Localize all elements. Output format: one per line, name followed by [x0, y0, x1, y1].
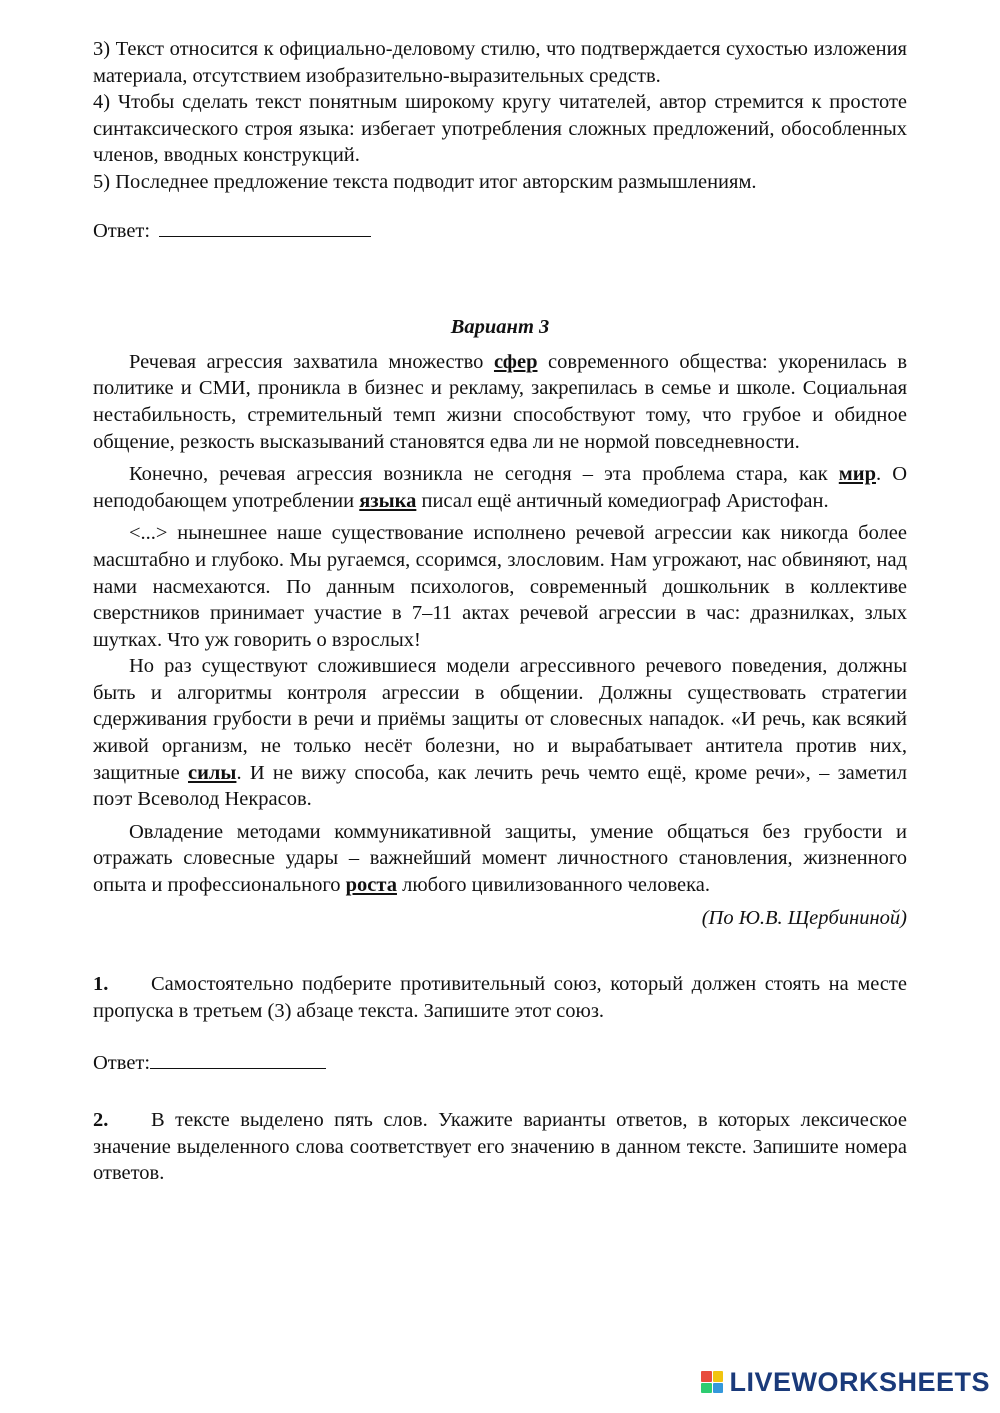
answer-blank[interactable]: [150, 1050, 326, 1069]
text-source: (По Ю.В. Щербининой): [701, 906, 907, 929]
logo-icon: [701, 1371, 723, 1393]
highlighted-word: языка: [359, 489, 417, 512]
text-paragraph-2: Конечно, речевая агрессия возникла не сегодня – эта проблема стара, как мир. О неподобающем употреблении языка писал ещё античный комедиограф Аристофан.: [93, 463, 907, 512]
answer-line-1: [93, 218, 907, 245]
text-paragraph-3: <...> нынешнее наше существование исполнено речевой агрессии как никогда более масштабно и глубоко. Мы ругаемся, ссоримся, злословим. Нам угрожают, нас обвиняют, над нами насмехаются. По данным психологов, современный дошкольник в коллективе сверстников принимает участие в 7–11 актах речевой агрессии в час: дразнилках, злых шутках. Что уж говорить о взрослых!: [93, 522, 907, 651]
text-paragraph-1: Речевая агрессия захватила множество сфер современного общества: укоренилась в политике и СМИ, проникла в бизнес и рекламу, закрепилась в семье и школе. Социальная нестабильность, стремительный темп жизни способствуют тому, что грубое и обидное общение, резкость высказываний становятся едва ли не нормой повседневности.: [93, 350, 907, 453]
highlighted-word: мир: [838, 463, 876, 486]
highlighted-word: сфер: [493, 350, 538, 373]
text-paragraph-5: Овладение методами коммуникативной защиты, умение общаться без грубости и отражать словесные удары – важнейший момент личностного становления, жизненного опыта и профессионального роста любого цивилизованного человека.: [93, 820, 907, 897]
text-paragraph-4: Но раз существуют сложившиеся модели агрессивного речевого поведения, должны быть и алгоритмы контроля агрессии в общении. Должны существовать стратегии сдерживания грубости в речи и приёмы защиты от словесных нападок. «И речь, как всякий живой организм, не только несёт болезни, но и вырабатывает антитела против них, защитные силы. И не вижу способа, как лечить речь чемто ещё, кроме речи», – заметил поэт Всеволод Некрасов.: [93, 655, 907, 811]
question-number: 1.: [93, 973, 109, 996]
logo-square: [701, 1371, 712, 1382]
answer-line-2: [93, 1050, 907, 1077]
worksheet-page: [93, 36, 907, 1187]
answer-label: Ответ:: [93, 219, 151, 242]
logo-square: [713, 1383, 724, 1394]
logo-square: [701, 1383, 712, 1394]
question-1: 1. Самостоятельно подберите противительный союз, который должен стоять на месте пропуска в третьем (3) абзаце текста. Запишите этот союз.: [93, 973, 907, 1022]
highlighted-word: силы: [188, 761, 237, 784]
logo-text: LIVEWORKSHEETS: [729, 1366, 990, 1397]
highlighted-word: роста: [345, 874, 397, 897]
question-number: 2.: [93, 1109, 109, 1131]
liveworksheets-logo: [701, 1365, 990, 1399]
answer-blank[interactable]: [159, 218, 371, 237]
option-3: 3) Текст относится к официально-деловому стилю, что подтверждается сухостью изложения материала, отсутствием изобразительно-выразительных средств.: [93, 38, 907, 87]
question-2: 2. В тексте выделено пять слов. Укажите варианты ответов, в которых лексическое значение выделенного слова соответствует его значению в данном тексте. Запишите номера ответов.: [93, 1109, 907, 1185]
answer-label: Ответ:: [93, 1052, 151, 1075]
logo-square: [713, 1371, 724, 1382]
variant-title: Вариант 3: [450, 316, 550, 339]
option-4: 4) Чтобы сделать текст понятным широкому кругу читателей, автор стремится к простоте синтаксического строя языка: избегает употребления сложных предложений, обособленных членов, вводных конструкций.: [93, 91, 907, 167]
option-5: 5) Последнее предложение текста подводит итог авторским размышлениям.: [93, 170, 757, 193]
